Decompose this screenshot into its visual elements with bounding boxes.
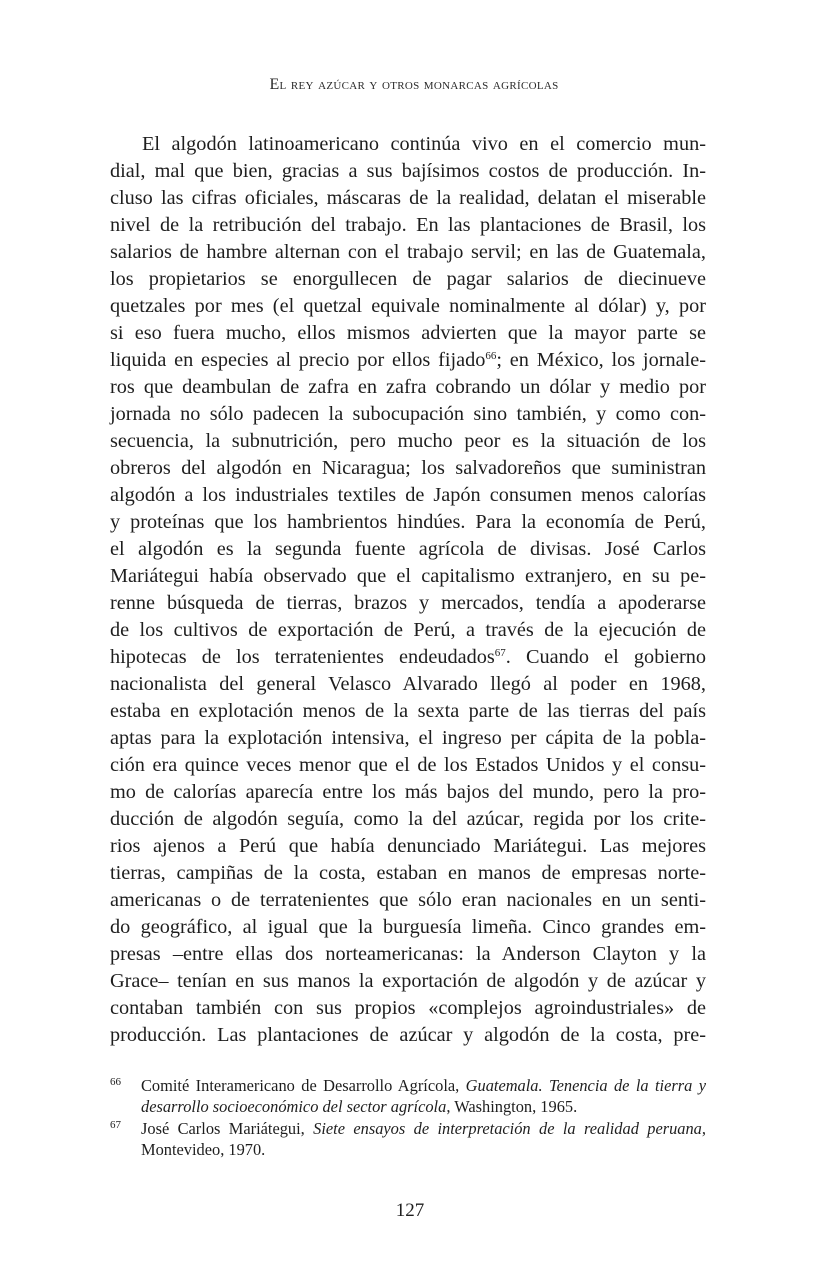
footnote-text: , Montevideo, 1970. — [141, 1119, 706, 1159]
text-line — [110, 158, 706, 185]
text-line — [110, 482, 706, 509]
footnote-text: , Washington, 1965. — [446, 1097, 578, 1116]
line-text: do geográfico, al igual que la burguesía limeña. Cinco grandes em- — [110, 916, 706, 938]
text-line — [110, 860, 706, 887]
footnote-text: Comité Interamericano de Desarrollo Agrícola, — [141, 1076, 466, 1095]
line-text: quetzales por mes (el quetzal equivale nominalmente al dólar) y, por — [110, 295, 706, 317]
text-line — [110, 617, 706, 644]
text-line — [110, 725, 706, 752]
line-text: nivel de la retribución del trabajo. En las plantaciones de Brasil, los — [110, 214, 706, 236]
text-line — [110, 536, 706, 563]
text-line — [110, 212, 706, 239]
footnote-title: Guatemala. Tenencia de la tierra y desarrollo socioeconómico del sector agrícola — [141, 1076, 706, 1116]
line-text: de los cultivos de exportación de Perú, a través de la ejecución de — [110, 619, 706, 641]
text-line — [110, 1022, 706, 1049]
text-line — [110, 968, 706, 995]
footnote — [110, 1118, 706, 1160]
text-line — [110, 941, 706, 968]
text-line — [110, 293, 706, 320]
text-line — [110, 428, 706, 455]
text-line — [110, 752, 706, 779]
line-text: contaban también con sus propios «complejos agroindustriales» de — [110, 997, 706, 1019]
text-line — [110, 806, 706, 833]
line-text: aptas para la explotación intensiva, el ingreso per cápita de la pobla- — [110, 727, 706, 749]
line-text: . Cuando el gobierno — [505, 646, 707, 668]
line-text: El algodón latinoamericano continúa vivo en el comercio mun- — [142, 133, 706, 155]
text-line — [110, 239, 706, 266]
footnote-number: 66 — [110, 1076, 121, 1088]
line-text: Mariátegui había observado que el capitalismo extranjero, en su pe- — [110, 565, 706, 587]
text-line — [110, 698, 706, 725]
line-text: secuencia, la subnutrición, pero mucho peor es la situación de los — [110, 430, 706, 452]
footnote-title: Siete ensayos de interpretación de la realidad peruana — [313, 1119, 702, 1138]
line-text: nacionalista del general Velasco Alvarado llegó al poder en 1968, — [110, 673, 706, 695]
text-line — [110, 644, 706, 671]
line-text: ros que deambulan de zafra en zafra cobrando un dólar y medio por — [110, 376, 706, 398]
line-text: Grace– tenían en sus manos la exportación de algodón y de azúcar y — [110, 970, 706, 992]
line-text: tierras, campiñas de la costa, estaban en manos de empresas norte- — [110, 862, 706, 884]
line-text: jornada no sólo padecen la subocupación sino también, y como con- — [110, 403, 706, 425]
body-paragraph — [110, 131, 706, 1049]
footnotes — [110, 1075, 706, 1161]
text-line — [110, 671, 706, 698]
line-text: algodón a los industriales textiles de Japón consumen menos calorías — [110, 484, 706, 506]
line-text: cluso las cifras oficiales, máscaras de la realidad, delatan el miserable — [110, 187, 706, 209]
footnote-reference[interactable]: 67 — [494, 647, 506, 659]
footnote-number: 67 — [110, 1119, 121, 1131]
text-line — [110, 266, 706, 293]
footnote-reference[interactable]: 66 — [485, 350, 497, 362]
running-header: El rey azúcar y otros monarcas agrícolas — [269, 76, 559, 93]
footnote-text: José Carlos Mariátegui, — [141, 1119, 314, 1138]
text-line — [110, 347, 706, 374]
page-number: 127 — [395, 1200, 425, 1221]
line-text: mo de calorías aparecía entre los más bajos del mundo, pero la pro- — [110, 781, 706, 803]
text-line — [110, 995, 706, 1022]
line-text: americanas o de terratenientes que sólo eran nacionales en un senti- — [110, 889, 706, 911]
text-line — [110, 509, 706, 536]
text-line — [110, 374, 706, 401]
footnote — [110, 1075, 706, 1117]
text-line — [110, 833, 706, 860]
text-line — [110, 455, 706, 482]
line-text: los propietarios se enorgullecen de pagar salarios de diecinueve — [110, 268, 706, 290]
text-line — [110, 914, 706, 941]
line-text: ducción de algodón seguía, como la del azúcar, regida por los crite- — [110, 808, 706, 830]
text-line — [110, 779, 706, 806]
text-line — [110, 401, 706, 428]
line-text: obreros del algodón en Nicaragua; los salvadoreños que suministran — [110, 457, 706, 479]
line-text: salarios de hambre alternan con el trabajo servil; en las de Guatemala, — [110, 241, 706, 263]
line-text: y proteínas que los hambrientos hindúes. Para la economía de Perú, — [110, 511, 706, 533]
text-line — [110, 185, 706, 212]
text-line — [110, 887, 706, 914]
line-text: rios ajenos a Perú que había denunciado Mariátegui. Las mejores — [110, 835, 706, 857]
text-line — [110, 320, 706, 347]
line-text: ción era quince veces menor que el de los Estados Unidos y el consu- — [110, 754, 706, 776]
line-text: renne búsqueda de tierras, brazos y mercados, tendía a apoderarse — [110, 592, 706, 614]
line-text: liquida en especies al precio por ellos fijado — [110, 349, 486, 371]
line-text: ; en México, los jornale- — [496, 349, 706, 371]
line-text: producción. Las plantaciones de azúcar y algodón de la costa, pre- — [110, 1024, 706, 1046]
text-line — [110, 590, 706, 617]
line-text: estaba en explotación menos de la sexta parte de las tierras del país — [110, 700, 706, 722]
line-text: si eso fuera mucho, ellos mismos advierten que la mayor parte se — [110, 322, 706, 344]
line-text: el algodón es la segunda fuente agrícola de divisas. José Carlos — [110, 538, 706, 560]
text-line — [110, 563, 706, 590]
text-line — [110, 131, 706, 158]
line-text: presas –entre ellas dos norteamericanas: la Anderson Clayton y la — [110, 943, 706, 965]
line-text: hipotecas de los terratenientes endeudados — [110, 646, 495, 668]
line-text: dial, mal que bien, gracias a sus bajísimos costos de producción. In- — [110, 160, 706, 182]
